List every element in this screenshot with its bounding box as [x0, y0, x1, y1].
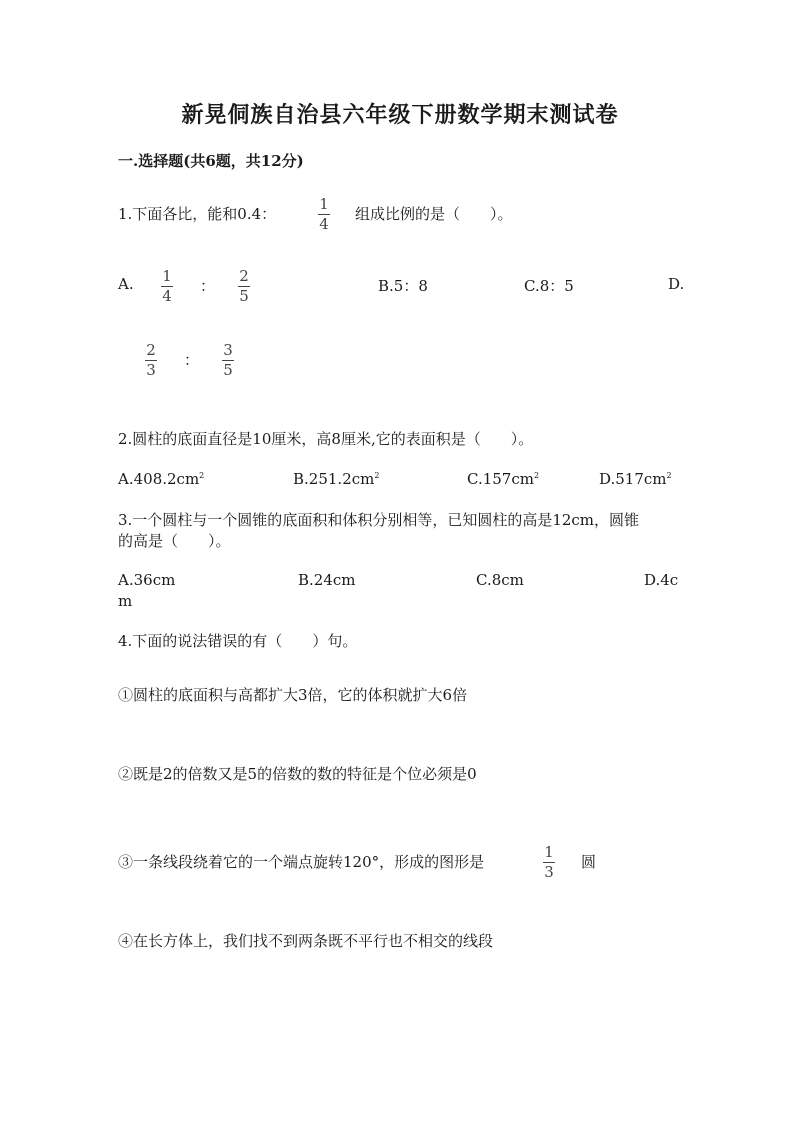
fraction-numerator: 1	[544, 843, 554, 861]
q2-option-d-text: D.517cm	[599, 470, 667, 488]
q4-statement-3-after: 圆	[581, 853, 597, 871]
q4-statement-1: ①圆柱的底面积与高都扩大3倍，它的体积就扩大6倍	[118, 686, 468, 704]
fraction-denominator: 3	[544, 863, 554, 881]
fraction-numerator: 2	[239, 267, 249, 285]
q1-option-d-label: D.	[668, 275, 685, 293]
superscript: 2	[666, 471, 672, 480]
q1-option-d-fraction-2	[222, 342, 234, 379]
q1-option-c: C.8：5	[524, 277, 574, 295]
superscript: 2	[199, 471, 205, 480]
fraction-numerator: 1	[319, 195, 329, 213]
q2-option-d	[599, 470, 672, 488]
q1-option-b: B.5：8	[378, 277, 428, 295]
q2-option-c	[467, 470, 539, 488]
superscript: 2	[374, 471, 380, 480]
q2-option-b-text: B.251.2cm	[293, 470, 375, 488]
q1-option-a-label: A.	[118, 275, 134, 293]
q1-option-d-colon: ：	[184, 351, 200, 369]
q1-stem-after: 组成比例的是（ ）。	[355, 205, 513, 223]
q1-option-d-fraction-1	[145, 342, 157, 379]
fraction-denominator: 4	[319, 215, 329, 233]
q3-option-d-line-1: D.4c	[644, 571, 679, 589]
q3-stem-line-2: 的高是（ ）。	[118, 532, 231, 550]
superscript: 2	[533, 471, 540, 480]
q4-statement-4: ④在长方体上，我们找不到两条既不平行也不相交的线段	[118, 932, 494, 950]
q1-option-a-colon: ：	[200, 277, 216, 295]
section-header: 一.选择题(共6题，共12分)	[118, 152, 304, 170]
q1-stem-fraction	[318, 196, 330, 233]
page-title: 新晃侗族自治县六年级下册数学期末测试卷	[181, 102, 619, 128]
q2-option-a	[118, 470, 204, 488]
q3-option-c: C.8cm	[476, 571, 524, 589]
q3-option-b: B.24cm	[298, 571, 356, 589]
q4-statement-3-fraction	[543, 844, 555, 881]
q2-stem: 2.圆柱的底面直径是10厘米，高8厘米,它的表面积是（ ）。	[118, 430, 534, 448]
q4-statement-3-before: ③一条线段绕着它的一个端点旋转120°，形成的图形是	[118, 853, 485, 871]
q3-option-d-line-2: m	[118, 592, 133, 610]
q2-option-a-text: A.408.2cm	[118, 470, 200, 488]
q2-option-b	[293, 470, 379, 488]
fraction-numerator: 2	[146, 341, 156, 359]
q3-option-a: A.36cm	[118, 571, 176, 589]
q3-stem-line-1: 3.一个圆柱与一个圆锥的底面积和体积分别相等，已知圆柱的高是12cm，圆锥	[118, 511, 640, 529]
fraction-numerator: 1	[162, 267, 172, 285]
q2-option-c-text: C.157cm	[467, 470, 534, 488]
q1-option-a-fraction-2	[238, 268, 250, 305]
fraction-denominator: 3	[146, 361, 156, 379]
fraction-denominator: 5	[223, 361, 233, 379]
fraction-numerator: 3	[223, 341, 233, 359]
fraction-denominator: 5	[239, 287, 249, 305]
q1-option-a-fraction-1	[161, 268, 173, 305]
q1-stem-before: 1.下面各比，能和0.4：	[118, 205, 277, 223]
q4-statement-2: ②既是2的倍数又是5的倍数的数的特征是个位必须是0	[118, 765, 477, 783]
fraction-denominator: 4	[162, 287, 172, 305]
q4-stem: 4.下面的说法错误的有（ ）句。	[118, 632, 358, 650]
